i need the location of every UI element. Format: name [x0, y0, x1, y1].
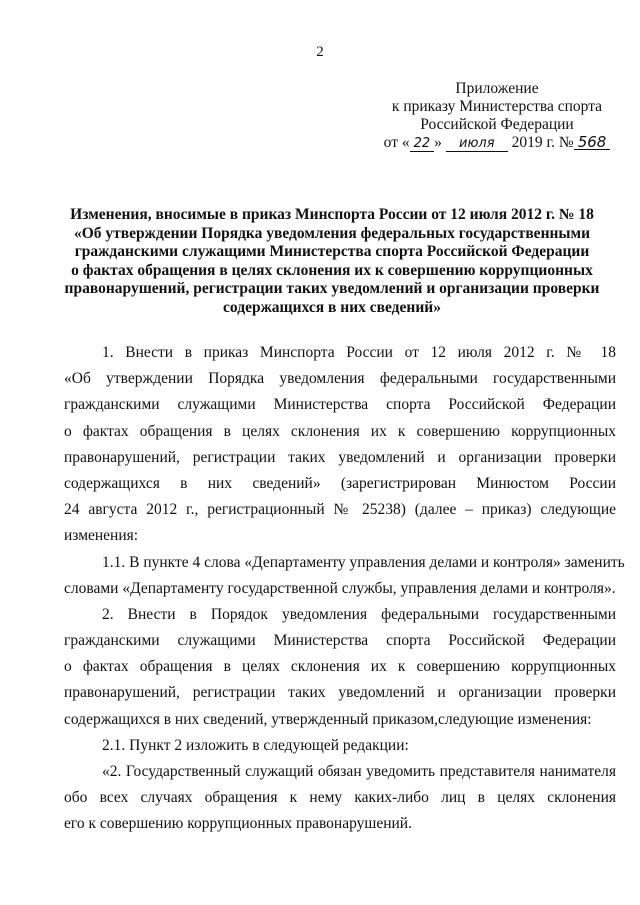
body-line: содержащихся в них сведений, утвержденный приказом,следующие изменения: — [64, 710, 592, 728]
document-title — [52, 206, 612, 317]
body-line: 1. Внести в приказ Минспорта России от 12 июля 2012 г. № 18 — [102, 344, 616, 361]
date-year: 2019 г. № — [511, 134, 574, 151]
body-line: правонарушений, регистрации таких уведомлений и организации проверки — [64, 448, 616, 466]
date-mid: » — [434, 134, 442, 151]
body-line: словами «Департаменту государственной службы, управления делами и контроля». — [64, 579, 616, 597]
document-body — [64, 340, 625, 838]
title-line: «Об утверждении Порядка уведомления федеральных государственными — [73, 224, 591, 242]
body-line: обо всех случаях обращения к нему каких-либо лиц в целях склонения — [64, 789, 616, 807]
body-line: «2. Государственный служащий обязан уведомить представителя нанимателя — [102, 763, 616, 780]
body-line: 1.1. В пункте 4 слова «Департаменту управления делами и контроля» заменить — [102, 553, 625, 571]
body-line: о фактах обращения в целях склонения их к совершению коррупционных — [64, 658, 616, 676]
date-prefix: от « — [383, 134, 410, 151]
title-line: гражданскими служащими Министерства спорта Российской Федерации — [74, 243, 590, 260]
body-line: изменения: — [64, 527, 139, 545]
body-line: «Об утверждении Порядка уведомления федеральными государственными — [64, 370, 616, 388]
body-line: правонарушений, регистрации таких уведомлений и организации проверки — [64, 684, 616, 702]
title-line: содержащихся в них сведений» — [223, 298, 441, 316]
handwritten-month: июля — [446, 137, 508, 152]
body-line: гражданскими служащими Министерства спорта Российской Федерации — [64, 632, 616, 650]
body-line: содержащихся в них сведений» (зарегистрирован Минюстом России — [64, 474, 616, 492]
body-line: о фактах обращения в целях склонения их к совершению коррупционных — [64, 422, 616, 440]
title-line: о фактах обращения в целях склонения их к совершению коррупционных — [71, 261, 593, 279]
appendix-title: Приложение — [455, 80, 539, 97]
body-line: 2. Внести в Порядок уведомления федеральными государственными — [102, 605, 616, 623]
title-line: правонарушений, регистрации таких уведомлений и организации проверки — [64, 280, 600, 297]
appendix-ministry: Российской Федерации — [420, 116, 574, 133]
title-line: Изменения, вносимые в приказ Минспорта России от 12 июля 2012 г. № 18 — [70, 206, 594, 223]
handwritten-day: 22 — [410, 137, 435, 152]
body-line: гражданскими служащими Министерства спорта Российской Федерации — [64, 396, 616, 414]
handwritten-order-number: 568 — [574, 135, 611, 150]
body-line: его к совершению коррупционных правонарушений. — [64, 815, 412, 833]
appendix-block — [382, 80, 612, 152]
appendix-date-line — [382, 134, 612, 152]
body-line: 2.1. Пункт 2 изложить в следующей редакции: — [102, 736, 409, 754]
body-line: 24 августа 2012 г., регистрационный № 25238) (далее – приказ) следующие — [64, 501, 616, 519]
appendix-order-ref: к приказу Министерства спорта — [391, 98, 603, 115]
page-number: 2 — [316, 44, 324, 60]
